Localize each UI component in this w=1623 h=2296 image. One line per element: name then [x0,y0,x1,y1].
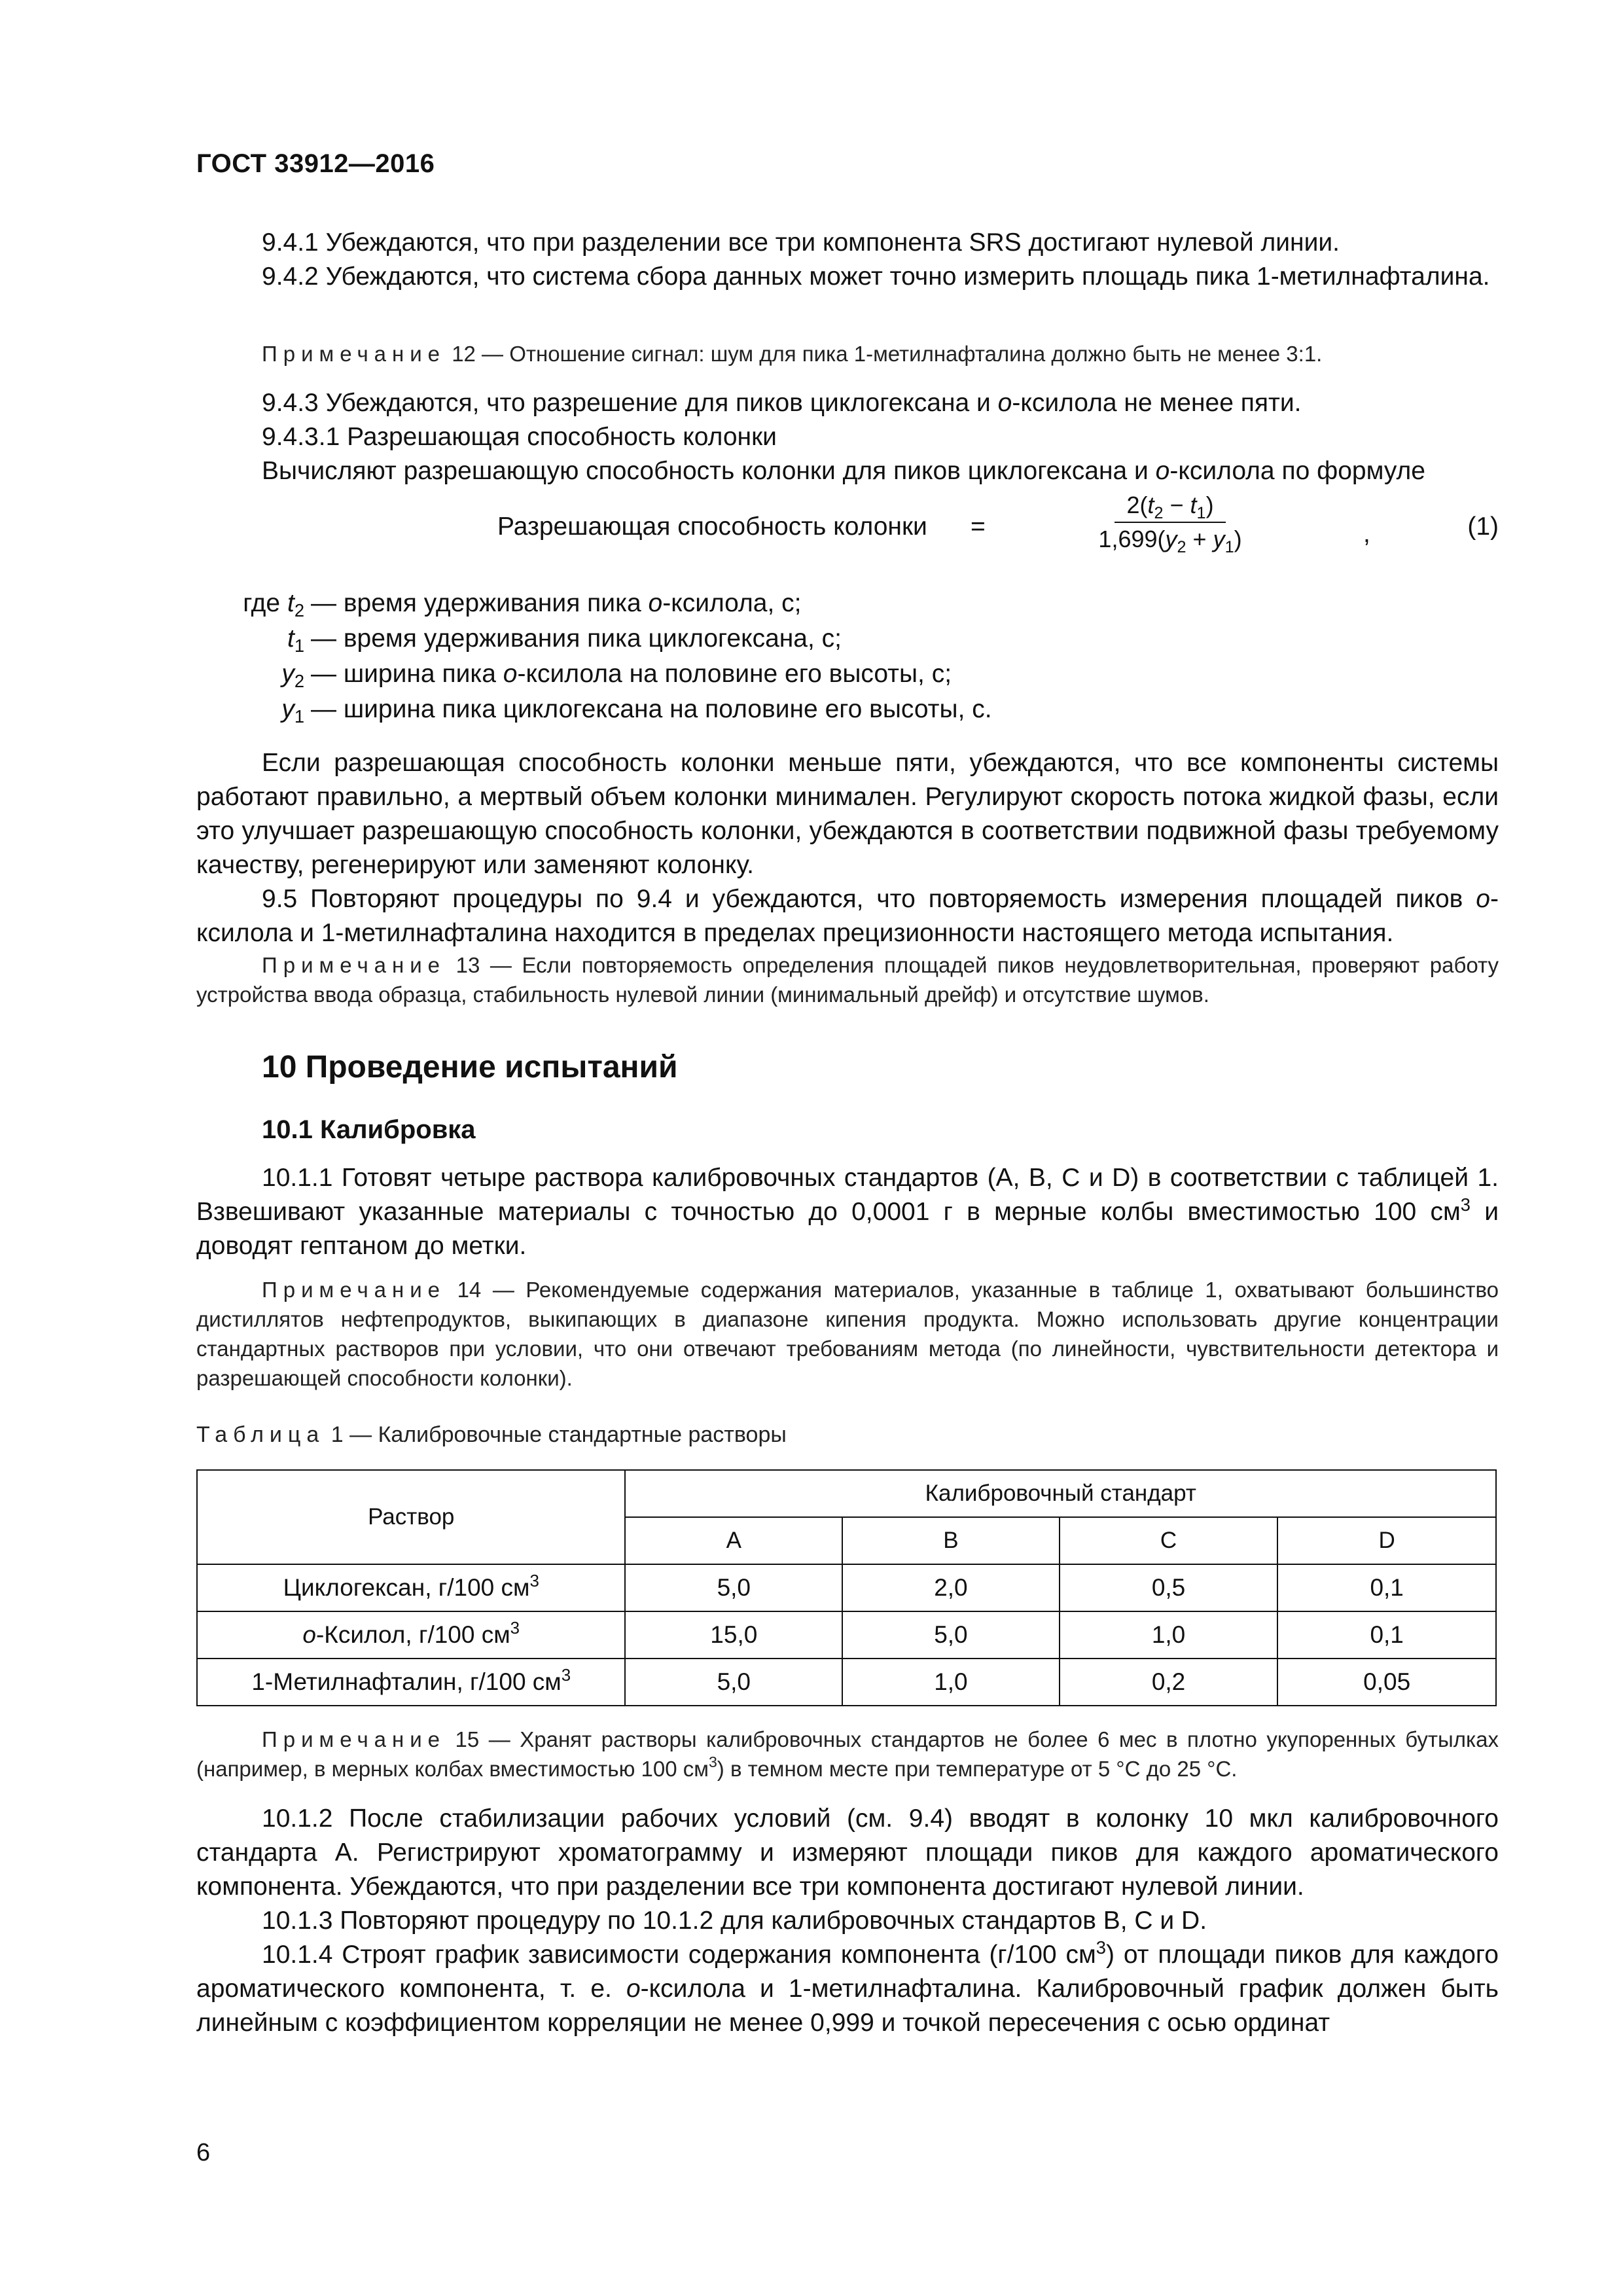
note-text: 15 — Хранят растворы калибровочных стандартов не более 6 мес в плотно укупоренных бутылках (например, в мерных колбах вместимостью 100 $см^3$) в темном месте при температуре от 5 °С до 25 °С. [196,1727,1499,1781]
formula-comma: , [1363,520,1370,548]
paragraph-if-block [196,746,1499,950]
section-10-1-2-block [196,1802,1499,2040]
paragraph-9-4-3-1: 9.4.3.1 Разрешающая способность колонки [262,423,777,451]
section-10-heading-block [196,1049,1499,1085]
paragraph-10-1-4: 10.1.4 Строят график зависимости содержания компонента (г/100 $см^3$) от площади пиков для каждого ароматического компонента, т. е. о-ксилола и 1-метилнафталина. Калибровочный график должен быть линейным с коэффициентом корреляции не менее 0,999 и точкой пересечения с осью ординат [196,1937,1499,2037]
document-header: ГОСТ 33912—2016 [196,149,435,178]
table-row [197,1611,1496,1659]
note-15 [196,1725,1499,1784]
document-page: ГОСТ 33912—2016 9.4.1 Убеждаются, что при разделении все три компонента SRS достигают нулевой линии. 9.4.2 Убеждаются, что система сбора данных может точно измерить площадь пика 1-метилнафталина. Примечание 12 — Отношение сигнал: шум для пика 1-метилнафталина должно быть не менее 3:1. 9.4.3 Убеждаются, что разрешение для пиков циклогексана и о-ксилола не менее пяти. 9.4.3.1 Разрешающая способность колонки Вычисляют разрешающую способность колонки для пиков циклогексана и о-ксилола по формуле Разрешающая способность колонки = $\frac{2(t_2 - t_1)}{1,699(y_2 + y_1)}$ , (1) где $t_2$ — время удерживания пика о-ксилола, с; $t_1$ — время удерживания пика циклогексана, с; $y_2$ — ширина пика о-ксилола на половине его высоты, с; $y_1$ — ширина пика циклогексана на половине его высоты, с. Если разрешающая способность колонки меньше пяти, убеждаются, что все компоненты системы работают правильно, а мертвый объем колонки минимален. Регулируют скорость потока жидкой фазы, если это улучшает разрешающую способность колонки, убеждаются в соответствии подвижной фазы требуемому качеству, регенерируют или заменяют колонку. 9.5 Повторяют процедуры по 9.4 и убеждаются, что повторяемость измерения площадей пиков о-ксилола и 1-метилнафталина находится в пределах прецизионности настоящего метода испытания. Примечание 13 — Если повторяемость определения площадей пиков неудовлетворительная, проверяют работу устройства ввода образца, стабильность нулевой линии (минимальный дрейф) и отсутствие шумов. 10 Проведение испытаний 10.1 Калибровка 10.1.1 Готовят четыре раствора калибровочных стандартов (A, B, C и D) в соответствии с таблицей 1. Взвешивают указанные материалы с точностью до 0,0001 г в мерные колбы вместимостью 100 $см^3$ и доводят гептаном до метки. Примечание 14 — Рекомендуемые содержания материалов, указанные в таблице 1, охватывают большинство дистиллятов нефтепродуктов, выкипающих в диапазоне кипения продукта. Можно использовать другие концентрации стандартных растворов при условии, что они отвечают требованиям метода (по линейности, чувствительности детектора и разрешающей способности колонки). Таблица 1 — Калибровочные стандартные растворы Раствор Калибровочный стандарт A B C D Циклогексан, г/100 $см^3$ 5,0 2,0 0,5 0,1 о-Ксилол, г/100 $см^3$ 15,0 5,0 1,0 0,1 1-Метилнафталин, г/100 $см^3$ 5,0 1,0 0,2 0,05 Примечание 15 — Хранят растворы калибровочных стандартов не более 6 мес в плотно укупоренных бутылках (например, в мерных колбах вместимостью 100 $см^3$) в темном месте при температуре от 5 °С до 25 °С. 10.1.2 После стабилизации рабочих условий (см. 9.4) вводят в колонку 10 мкл калибровочного стандарта А. Регистрируют хроматограмму и измеряют площади пиков для каждого ароматического компонента. Убеждаются, что при разделении все три компонента достигают нулевой линии. 10.1.3 Повторяют процедуру по 10.1.2 для калибровочных стандартов B, C и D. 10.1.4 Строят график зависимости содержания компонента (г/100 $см^3$) от площади пиков для каждого ароматического компонента, т. е. о-ксилола и 1-метилнафталина. Калибровочный график должен быть линейным с коэффициентом корреляции не менее 0,999 и точкой пересечения с осью ординат 6 [196,149,1499,2166]
section-10-1-heading-block [196,1115,1499,1145]
formula-fraction [987,491,1353,556]
note-label: Примечание [262,953,446,977]
table-header-row [197,1470,1496,1517]
table-cell: 1,0 [842,1659,1060,1706]
table-cell: 1,0 [1060,1611,1278,1659]
table-1 [196,1469,1499,1706]
note-text: 13 — Если повторяемость определения площадей пиков неудовлетворительная, проверяют работу устройства ввода образца, стабильность нулевой линии (минимальный дрейф) и отсутствие шумов. [196,953,1499,1007]
paragraph-9-4-1: 9.4.1 Убеждаются, что при разделении все три компонента SRS достигают нулевой линии. [262,228,1340,257]
header-calibration-standard: Калибровочный стандарт [625,1470,1496,1517]
note-14 [196,1275,1499,1393]
header-solution: Раствор [197,1470,625,1564]
row-label: Циклогексан, г/100 $см^3$ [197,1564,625,1611]
section-10-1-heading: 10.1 Калибровка [262,1115,476,1144]
table-1-caption [196,1420,1499,1450]
table-cell: 5,0 [842,1611,1060,1659]
note-text: 14 — Рекомендуемые содержания материалов, указанные в таблице 1, охватывают большинство дистиллятов нефтепродуктов, выкипающих в диапазоне кипения продукта. Можно использовать другие концентрации стандартных растворов при условии, что они отвечают требованиям метода (по линейности, чувствительности детектора и разрешающей способности колонки). [196,1278,1499,1390]
table-cell: 5,0 [625,1659,842,1706]
paragraph-9-5: 9.5 Повторяют процедуры по 9.4 и убеждаются, что повторяемость измерения площадей пиков о-ксилола и 1-метилнафталина находится в пределах прецизионности настоящего метода испытания. [196,885,1499,947]
table-cell: 0,2 [1060,1659,1278,1706]
formula-denominator: $1,699(y_2 + y_1)$ [1098,526,1242,556]
calibration-table [196,1469,1497,1706]
formula-numerator: $2(t_2 - t_1)$ [1115,492,1225,523]
paragraph-10-1-3: 10.1.3 Повторяют процедуру по 10.1.2 для калибровочных стандартов B, C и D. [262,1907,1207,1935]
paragraph-10-1-1: 10.1.1 Готовят четыре раствора калибровочных стандартов (A, B, C и D) в соответствии с таблицей 1. Взвешивают указанные материалы с точностью до 0,0001 г в мерные колбы вместимостью 100 $см^3$ и доводят гептаном до метки. [196,1164,1499,1260]
table-cell: 2,0 [842,1564,1060,1611]
table-cell: 5,0 [625,1564,842,1611]
note-12 [196,339,1499,368]
header-col-a: A [625,1517,842,1564]
table-caption-text: 1 — Калибровочные стандартные растворы [330,1422,787,1447]
formula-equals: = [971,512,986,541]
header-col-b: B [842,1517,1060,1564]
paragraph-9-4-2: 9.4.2 Убеждаются, что система сбора данных может точно измерить площадь пика 1-метилнафталина. [262,262,1490,291]
header-col-c: C [1060,1517,1278,1564]
paragraph-10-1-1-block [196,1161,1499,1263]
table-cell: 0,1 [1277,1611,1496,1659]
row-label: 1-Метилнафталин, г/100 $см^3$ [197,1659,625,1706]
section-10-heading: 10 Проведение испытаний [262,1050,678,1085]
table-cell: 15,0 [625,1611,842,1659]
note-label: Примечание [262,1727,446,1751]
table-cell: 0,5 [1060,1564,1278,1611]
table-caption-label: Таблица [196,1422,325,1447]
paragraph-9-4-3: 9.4.3 Убеждаются, что разрешение для пиков циклогексана и о-ксилола не менее пяти. [262,389,1302,417]
formula-lhs: Разрешающая способность колонки [497,512,927,541]
row-label: о-Ксилол, г/100 $см^3$ [197,1611,625,1659]
header-col-d: D [1277,1517,1496,1564]
page-number: 6 [196,2139,211,2166]
note-text: 12 — Отношение сигнал: шум для пика 1-метилнафталина должно быть не менее 3:1. [452,342,1323,366]
note-label: Примечание [262,1278,446,1302]
section-9-4-3-block [196,386,1499,488]
table-cell: 0,05 [1277,1659,1496,1706]
table-cell: 0,1 [1277,1564,1496,1611]
paragraph-if: Если разрешающая способность колонки меньше пяти, убеждаются, что все компоненты системы работают правильно, а мертвый объем колонки минимален. Регулируют скорость потока жидкой фазы, если это улучшает разрешающую способность колонки, убеждаются в соответствии подвижной фазы требуемому качеству, регенерируют или заменяют колонку. [196,749,1499,879]
table-row [197,1564,1496,1611]
formula-1 [196,491,1499,576]
legend-prefix: где [243,589,281,617]
section-9-4-block [196,226,1499,294]
table-row [197,1659,1496,1706]
note-13 [196,950,1499,1009]
paragraph-calc: Вычисляют разрешающую способность колонки для пиков циклогексана и о-ксилола по формуле [262,457,1425,485]
formula-number: (1) [1467,512,1499,541]
paragraph-10-1-2: 10.1.2 После стабилизации рабочих условий (см. 9.4) вводят в колонку 10 мкл калибровочного стандарта А. Регистрируют хроматограмму и измеряют площади пиков для каждого ароматического компонента. Убеждаются, что при разделении все три компонента достигают нулевой линии. [196,1804,1499,1901]
note-label: Примечание [262,342,446,366]
